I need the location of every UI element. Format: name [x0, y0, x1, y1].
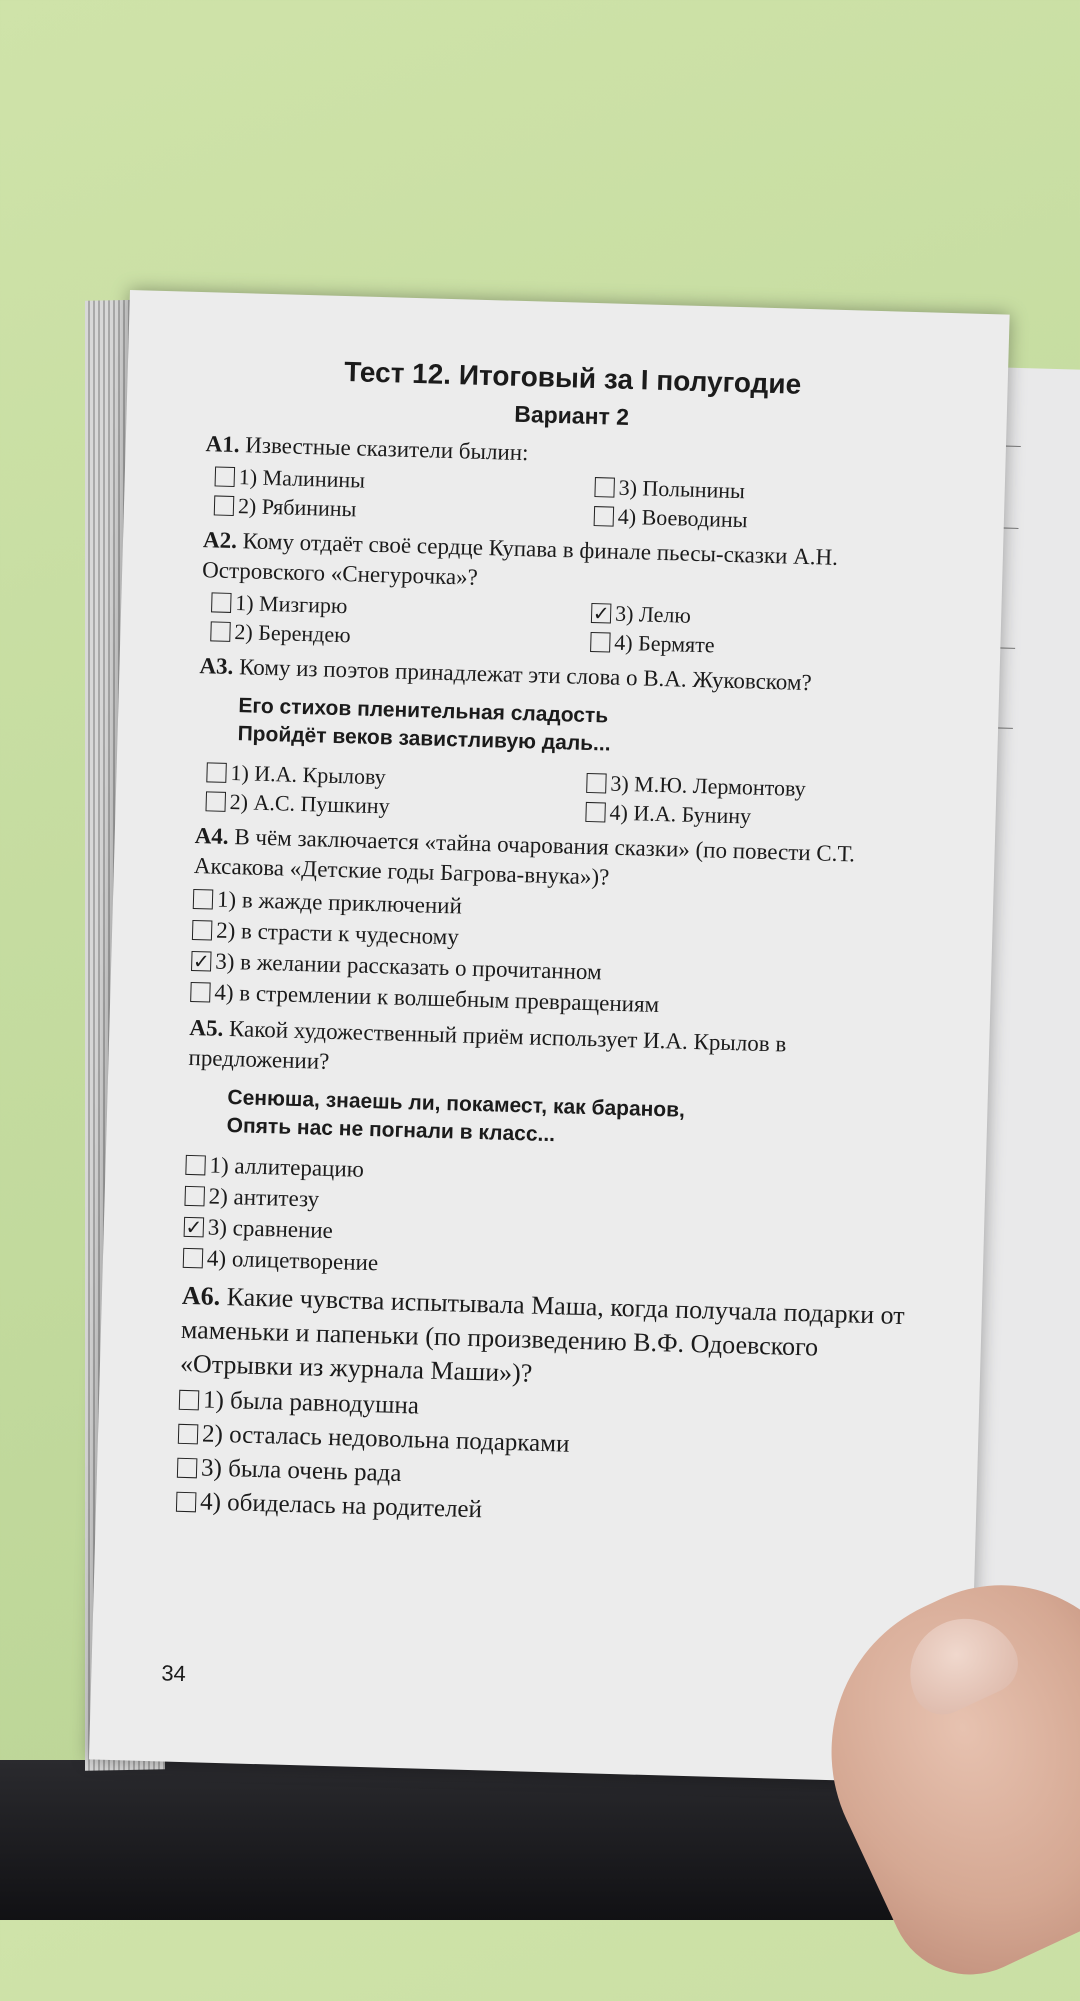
- option-label: 3) была очень рада: [200, 1454, 402, 1488]
- checkbox[interactable]: [179, 1390, 200, 1411]
- checkbox[interactable]: [193, 889, 214, 910]
- checkbox[interactable]: [590, 631, 611, 652]
- question-text: Кому отдаёт своё сердце Купава в финале пьесы-сказки А.Н. Островского «Снегурочка»?: [201, 528, 839, 590]
- quote-line: Сенюша, знаешь ли, покамест, как баранов,: [227, 1086, 686, 1122]
- option-label: 4) Воеводины: [617, 503, 748, 533]
- question-text: Какие чувства испытывала Маша, когда получала подарки от маменьки и папеньки (по произведению В.Ф. Одоевского «Отрывки из журнала Маши»)?: [179, 1282, 906, 1388]
- option-label: 4) Бермяте: [614, 629, 715, 658]
- option-label: 1) Мизгирю: [234, 590, 348, 619]
- checkbox[interactable]: [206, 762, 227, 783]
- check-mark-icon: ✓: [185, 1214, 203, 1239]
- question-number: А6.: [181, 1280, 221, 1311]
- page-title: Тест 12. Итоговый за I полугодие: [343, 356, 802, 400]
- fable-quote: [226, 1084, 917, 1159]
- option-label: 3) сравнение: [207, 1214, 334, 1244]
- question-number: А5.: [189, 1014, 224, 1041]
- option-label: 3) Полынины: [618, 474, 746, 504]
- checkbox[interactable]: [184, 1185, 205, 1206]
- option-label: 1) была равнодушна: [202, 1386, 420, 1420]
- option-label: 4) в стремлении к волшебным превращениям: [214, 979, 660, 1018]
- check-mark-icon: ✓: [592, 600, 610, 626]
- checkbox-checked[interactable]: [591, 600, 612, 626]
- checkbox[interactable]: [585, 801, 606, 822]
- option-label: 2) А.С. Пушкину: [229, 788, 390, 819]
- question-text: Кому из поэтов принадлежат эти слова о В.А. Жуковском?: [238, 654, 813, 696]
- checkbox[interactable]: [190, 981, 211, 1002]
- checkbox[interactable]: [205, 791, 226, 812]
- checkbox[interactable]: [214, 495, 235, 516]
- question-a4: [190, 821, 925, 1027]
- question-text: В чём заключается «тайна очарования сказки» (по повести С.Т. Аксакова «Детские годы Багрова-внука»)?: [193, 824, 856, 890]
- question-number: А4.: [194, 823, 230, 849]
- page-subtitle: Вариант 2: [513, 400, 630, 430]
- poem-quote: [237, 692, 928, 767]
- option-label: 1) И.А. Крылову: [230, 760, 387, 790]
- question-a3: [195, 651, 929, 835]
- quote-line: Пройдёт веков завистливую даль...: [237, 722, 611, 756]
- checkbox[interactable]: [185, 1154, 206, 1175]
- checkbox[interactable]: [183, 1247, 204, 1268]
- question-number: А3.: [199, 653, 234, 680]
- option-label: 2) осталась недовольна подарками: [201, 1420, 570, 1458]
- option-label: 4) обиделась на родителей: [199, 1488, 483, 1524]
- option-label: 2) Берендею: [234, 619, 351, 648]
- question-a6: [176, 1279, 912, 1539]
- checkbox-checked[interactable]: [184, 1216, 205, 1237]
- option-label: 1) в жажде приключений: [216, 886, 463, 919]
- question-number: А1.: [205, 431, 240, 458]
- option-label: 1) Малинины: [238, 464, 366, 493]
- option-label: 3) Лелю: [614, 600, 692, 628]
- question-a2: [200, 525, 933, 665]
- option-label: 4) олицетворение: [206, 1245, 379, 1276]
- checkbox[interactable]: [215, 466, 236, 487]
- checkbox[interactable]: [594, 477, 615, 498]
- question-a1: [204, 429, 936, 539]
- checkbox[interactable]: [176, 1492, 197, 1513]
- page-number: 34: [161, 1660, 187, 1687]
- question-text: Какой художественный приём использует И.А. Крылов в предложении?: [188, 1016, 787, 1074]
- checkbox-checked[interactable]: [191, 950, 212, 971]
- quote-line: Опять нас не погнали в класс...: [226, 1114, 556, 1147]
- checkbox[interactable]: [192, 919, 213, 940]
- question-a5: [183, 1013, 920, 1293]
- option-label: 2) Рябинины: [237, 493, 357, 522]
- check-mark-icon: ✓: [192, 948, 211, 973]
- option-label: 4) И.А. Бунину: [609, 799, 752, 829]
- question-text: Известные сказители былин:: [244, 432, 529, 466]
- checkbox[interactable]: [211, 592, 232, 613]
- question-number: А2.: [202, 527, 238, 554]
- option-label: 3) М.Ю. Лермонтову: [610, 770, 807, 802]
- checkbox[interactable]: [178, 1424, 199, 1445]
- checkbox[interactable]: [177, 1458, 198, 1479]
- quote-line: Его стихов пленительная сладость: [238, 694, 609, 728]
- book-page: [89, 290, 1010, 1784]
- option-label: 1) аллитерацию: [209, 1152, 365, 1182]
- checkbox[interactable]: [210, 621, 231, 642]
- checkbox[interactable]: [586, 772, 607, 793]
- option-label: 2) антитезу: [208, 1183, 320, 1212]
- option-label: 2) в страсти к чудесному: [215, 917, 460, 950]
- checkbox[interactable]: [594, 506, 615, 527]
- option-label: 3) в желании рассказать о прочитанном: [214, 948, 602, 985]
